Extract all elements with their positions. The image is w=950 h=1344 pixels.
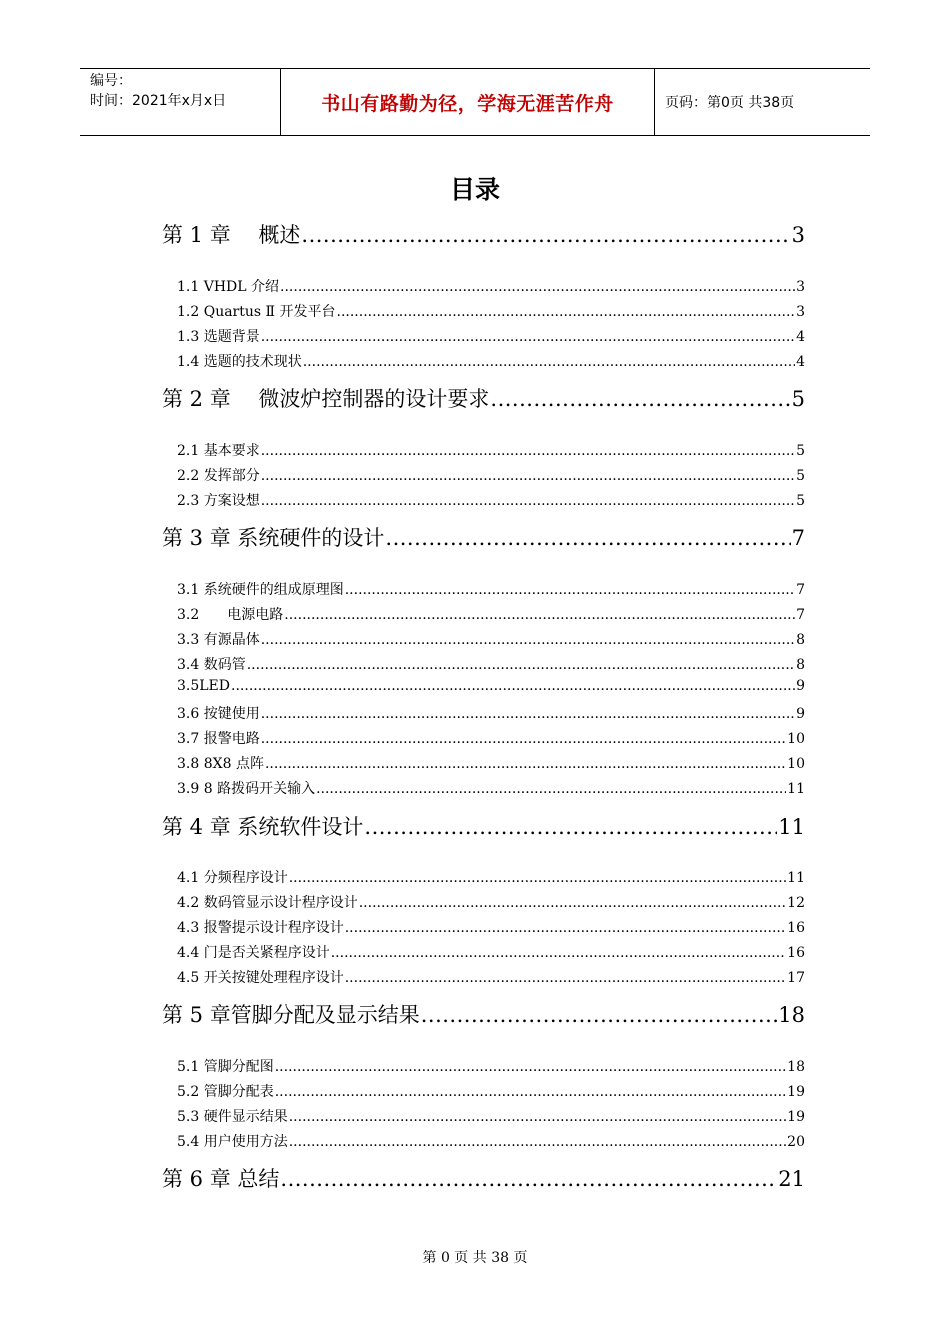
toc-entry-label: 1.1 VHDL 介绍: [177, 279, 280, 295]
toc-leader-dots: [275, 1084, 786, 1100]
toc-page-number: 8: [796, 632, 805, 648]
toc-leader-dots: [345, 970, 786, 986]
toc-leader-dots: [303, 354, 795, 370]
toc-entry-label: 3.9 8 路拨码开关输入: [177, 781, 316, 797]
toc-entry-label: 第 4 章 系统软件设计: [162, 815, 364, 839]
toc-entry-label: 4.2 数码管显示设计程序设计: [177, 895, 358, 911]
toc-page-number: 17: [787, 970, 805, 986]
toc-page-number: 7: [796, 582, 805, 598]
toc-section-4-4[interactable]: [177, 942, 805, 962]
toc-chapter-4[interactable]: [162, 811, 805, 841]
toc-page-number: 3: [791, 223, 805, 247]
toc-entry-label: 4.5 开关按键处理程序设计: [177, 970, 344, 986]
toc-chapter-2[interactable]: [162, 383, 805, 413]
toc-leader-dots: [280, 279, 795, 295]
toc-section-4-2[interactable]: [177, 892, 805, 912]
toc-section-3-2[interactable]: [177, 604, 805, 624]
toc-section-2-1[interactable]: [177, 440, 805, 460]
toc-entry-label: 4.1 分频程序设计: [177, 870, 288, 886]
toc-chapter-5[interactable]: [162, 999, 805, 1029]
toc-entry-label: 5.2 管脚分配表: [177, 1084, 274, 1100]
document-date: 时间：2021年x月x日: [90, 93, 227, 109]
toc-leader-dots: [345, 582, 795, 598]
toc-entry-label: 5.4 用户使用方法: [177, 1134, 288, 1150]
toc-entry-label: 第 1 章 概述: [162, 223, 301, 247]
document-number-label: 编号：: [90, 73, 132, 89]
toc-section-5-2[interactable]: [177, 1081, 805, 1101]
toc-chapter-1[interactable]: [162, 219, 805, 249]
toc-leader-dots: [385, 526, 790, 550]
toc-page-number: 4: [796, 354, 805, 370]
toc-leader-dots: [261, 632, 795, 648]
toc-leader-dots: [289, 1134, 786, 1150]
toc-entry-label: 3.6 按键使用: [177, 706, 260, 722]
toc-entry-label: 3.4 数码管: [177, 657, 246, 673]
toc-page-number: 7: [791, 526, 805, 550]
toc-leader-dots: [247, 657, 795, 673]
toc-page-number: 3: [796, 279, 805, 295]
toc-entry-label: 3.7 报警电路: [177, 731, 260, 747]
toc-entry-label: 第 5 章管脚分配及显示结果: [162, 1003, 420, 1027]
toc-entry-label: 1.3 选题背景: [177, 329, 260, 345]
toc-page-number: 9: [796, 678, 805, 694]
toc-entry-label: 5.1 管脚分配图: [177, 1059, 274, 1075]
toc-leader-dots: [316, 781, 786, 797]
toc-page-number: 9: [796, 706, 805, 722]
toc-leader-dots: [261, 493, 795, 509]
toc-section-3-7[interactable]: [177, 728, 805, 748]
toc-page-number: 11: [787, 870, 805, 886]
toc-leader-dots: [359, 895, 786, 911]
toc-leader-dots: [261, 443, 795, 459]
toc-leader-dots: [261, 731, 786, 747]
toc-section-2-3[interactable]: [177, 490, 805, 510]
toc-section-1-3[interactable]: [177, 326, 805, 346]
toc-entry-label: 4.3 报警提示设计程序设计: [177, 920, 344, 936]
toc-page-number: 3: [796, 304, 805, 320]
toc-section-5-3[interactable]: [177, 1106, 805, 1126]
toc-leader-dots: [289, 870, 786, 886]
toc-section-4-3[interactable]: [177, 917, 805, 937]
toc-section-4-5[interactable]: [177, 967, 805, 987]
toc-page-number: 11: [778, 815, 805, 839]
header-page-info: 页码：第0页 共38页: [665, 95, 795, 111]
toc-page-number: 16: [787, 945, 805, 961]
toc-leader-dots: [331, 945, 786, 961]
toc-entry-label: 第 6 章 总结: [162, 1167, 280, 1191]
toc-section-3-4[interactable]: [177, 654, 805, 674]
toc-section-3-1[interactable]: [177, 579, 805, 599]
toc-chapter-6[interactable]: [162, 1163, 805, 1193]
toc-section-3-8[interactable]: [177, 753, 805, 773]
toc-entry-label: 第 2 章 微波炉控制器的设计要求: [162, 387, 490, 411]
toc-page-number: 16: [787, 920, 805, 936]
toc-section-3-5[interactable]: [177, 678, 805, 694]
toc-page-number: 19: [787, 1084, 805, 1100]
toc-page-number: 21: [778, 1167, 805, 1191]
toc-entry-label: 3.8 8X8 点阵: [177, 756, 264, 772]
toc-entry-label: 3.2 电源电路: [177, 607, 284, 623]
toc-section-5-4[interactable]: [177, 1131, 805, 1151]
toc-entry-label: 3.3 有源晶体: [177, 632, 260, 648]
toc-leader-dots: [231, 678, 795, 694]
toc-page-number: 5: [796, 493, 805, 509]
toc-page-number: 10: [787, 756, 805, 772]
toc-page-number: 4: [796, 329, 805, 345]
toc-section-1-1[interactable]: [177, 276, 805, 296]
toc-section-3-6[interactable]: [177, 703, 805, 723]
toc-leader-dots: [289, 1109, 786, 1125]
toc-entry-label: 2.2 发挥部分: [177, 468, 260, 484]
toc-chapter-3[interactable]: [162, 522, 805, 552]
toc-section-3-9[interactable]: [177, 778, 805, 798]
toc-entry-label: 第 3 章 系统硬件的设计: [162, 526, 385, 550]
toc-entry-label: 3.1 系统硬件的组成原理图: [177, 582, 344, 598]
toc-page-number: 8: [796, 657, 805, 673]
toc-page-number: 11: [787, 781, 805, 797]
toc-entry-label: 2.1 基本要求: [177, 443, 260, 459]
toc-leader-dots: [265, 756, 786, 772]
toc-leader-dots: [275, 1059, 786, 1075]
header-motto: 书山有路勤为径，学海无涯苦作舟: [281, 69, 655, 135]
toc-leader-dots: [261, 468, 795, 484]
toc-entry-label: 3.5LED: [177, 678, 231, 694]
toc-leader-dots: [345, 920, 786, 936]
toc-leader-dots: [301, 223, 790, 247]
toc-leader-dots: [364, 815, 777, 839]
toc-leader-dots: [337, 304, 796, 320]
toc-page-number: 10: [787, 731, 805, 747]
toc-section-1-2[interactable]: [177, 301, 805, 321]
toc-entry-label: 1.4 选题的技术现状: [177, 354, 302, 370]
toc-entry-label: 2.3 方案设想: [177, 493, 260, 509]
toc-page-number: 5: [791, 387, 805, 411]
toc-page-number: 5: [796, 443, 805, 459]
toc-page-number: 7: [796, 607, 805, 623]
toc-entry-label: 4.4 门是否关紧程序设计: [177, 945, 330, 961]
toc-page-number: 20: [787, 1134, 805, 1150]
toc-page-number: 5: [796, 468, 805, 484]
toc-leader-dots: [284, 607, 795, 623]
toc-entry-label: 5.3 硬件显示结果: [177, 1109, 288, 1125]
toc-leader-dots: [261, 706, 795, 722]
toc-page-number: 18: [787, 1059, 805, 1075]
toc-section-1-4[interactable]: [177, 351, 805, 371]
toc-page-number: 18: [778, 1003, 805, 1027]
toc-title: 目录: [449, 175, 500, 204]
toc-leader-dots: [490, 387, 790, 411]
page-footer: 第 0 页 共 38 页: [422, 1250, 528, 1266]
page-header: [80, 68, 870, 136]
header-meta: [80, 69, 281, 135]
toc-section-5-1[interactable]: [177, 1056, 805, 1076]
toc-section-4-1[interactable]: [177, 867, 805, 887]
toc-section-2-2[interactable]: [177, 465, 805, 485]
toc-page-number: 19: [787, 1109, 805, 1125]
toc-leader-dots: [280, 1167, 777, 1191]
toc-leader-dots: [261, 329, 795, 345]
toc-page-number: 12: [787, 895, 805, 911]
toc-entry-label: 1.2 Quartus Ⅱ 开发平台: [177, 304, 336, 320]
toc-section-3-3[interactable]: [177, 629, 805, 649]
toc-leader-dots: [421, 1003, 778, 1027]
